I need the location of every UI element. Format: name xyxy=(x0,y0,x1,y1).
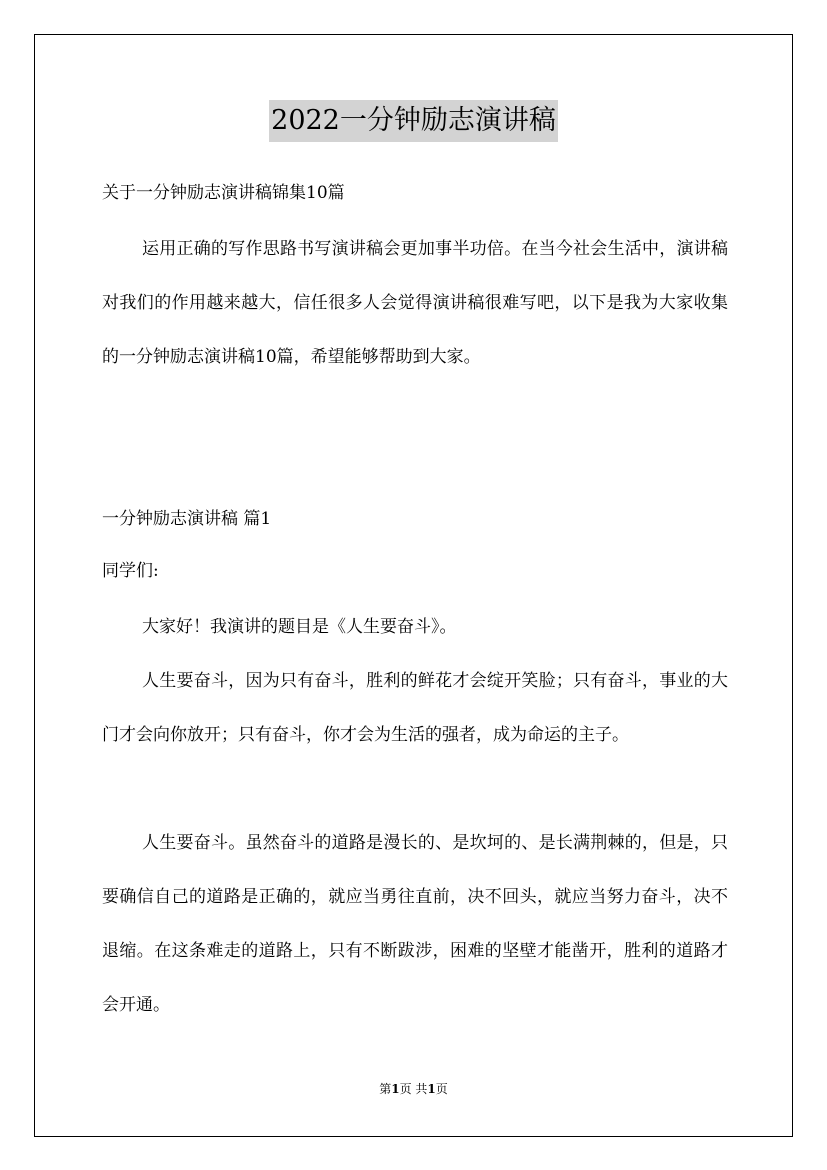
document-subtitle: 关于一分钟励志演讲稿锦集10篇 xyxy=(102,183,345,203)
speech-heading: 一分钟励志演讲稿 篇1 xyxy=(102,509,272,529)
footer-suffix: 页 xyxy=(435,1082,448,1096)
document-title-container xyxy=(0,100,827,142)
intro-paragraph: 运用正确的写作思路书写演讲稿会更加事半功倍。在当今社会生活中，演讲稿对我们的作用越来越大，信任很多人会觉得演讲稿很难写吧，以下是我为大家收集的一分钟励志演讲稿10篇，希望能够帮助到大家。 xyxy=(102,239,728,367)
footer-page-number: 1 xyxy=(391,1082,400,1096)
document-title: 2022一分钟励志演讲稿 xyxy=(269,100,558,142)
footer-mid: 页 共 xyxy=(399,1082,428,1096)
page-footer xyxy=(0,1080,827,1098)
body-paragraph-1: 人生要奋斗，因为只有奋斗，胜利的鲜花才会绽开笑脸；只有奋斗，事业的大门才会向你放开；只有奋斗，你才会为生活的强者，成为命运的主子。 xyxy=(102,671,728,745)
footer-prefix: 第 xyxy=(379,1082,392,1096)
greeting-paragraph: 大家好！我演讲的题目是《人生要奋斗》。 xyxy=(142,617,457,637)
footer-page-total: 1 xyxy=(427,1082,436,1096)
salutation: 同学们: xyxy=(102,561,159,581)
body-paragraph-2: 人生要奋斗。虽然奋斗的道路是漫长的、是坎坷的、是长满荆棘的，但是，只要确信自己的道路是正确的，就应当勇往直前，决不回头，就应当努力奋斗，决不退缩。在这条难走的道路上，只有不断跋涉，困难的坚壁才能凿开，胜利的道路才会开通。 xyxy=(102,833,728,1015)
